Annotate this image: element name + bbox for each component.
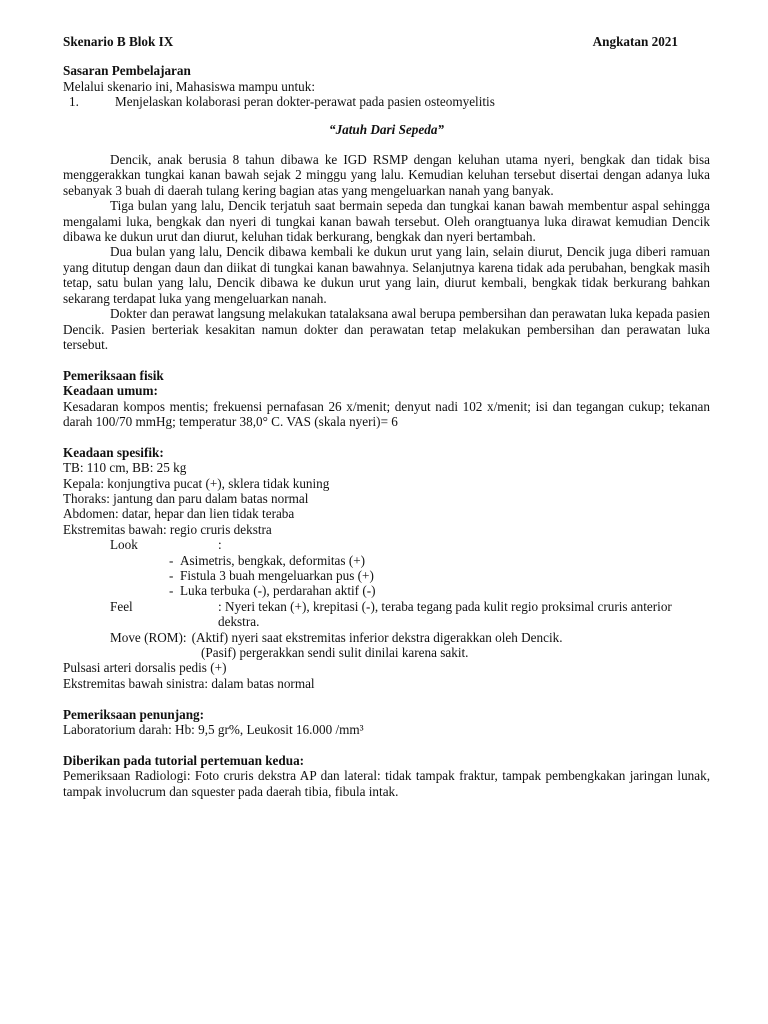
objectives-heading: Sasaran Pembelajaran (63, 63, 191, 79)
supporting-exam-section (63, 707, 710, 738)
story-paragraph: Dokter dan perawat langsung melakukan tatalaksana awal berupa pembersihan dan perawatan luka kepada pasien Dencik. Pasien berteriak kesakitan namun dokter dan perawatan tetap melakukan pembersihan dan perawatan luka tersebut. (63, 306, 710, 352)
page-header (63, 34, 678, 49)
after-line: Ekstremitas bawah sinistra: dalam batas normal (63, 675, 315, 691)
move-row (63, 630, 710, 645)
learning-objectives (63, 63, 710, 109)
specific-line: Abdomen: datar, hepar dan lien tidak teraba (63, 506, 295, 522)
scenario-title: “Jatuh Dari Sepeda” (328, 121, 445, 137)
story-paragraph: Tiga bulan yang lalu, Dencik terjatuh saat bermain sepeda dan tungkai kanan bawah membentur aspal sehingga mengalami luka, bengkak dan nyeri di tungkai kanan bawah tersebut. Oleh orangtuanya luka dirawat kemudian Dencik dibawa ke dukun urut dan diurut, keluhan tidak berkurang, bengkak dan nyeri bertambah. (63, 198, 710, 245)
specific-line: TB: 110 cm, BB: 25 kg (63, 460, 187, 476)
after-line: Pulsasi arteri dorsalis pedis (+) (63, 660, 227, 676)
specific-line: Ekstremitas bawah: regio cruris dekstra (63, 521, 272, 537)
physical-exam-section (63, 368, 710, 692)
move-passive: (Pasif) pergerakkan sendi sulit dinilai karena sakit. (201, 645, 469, 660)
objective-item (63, 94, 710, 109)
look-item: - Asimetris, bengkak, deformitas (+) (63, 553, 710, 568)
objectives-intro: Melalui skenario ini, Mahasiswa mampu untuk: (63, 78, 315, 94)
look-item: - Luka terbuka (-), perdarahan aktif (-) (63, 583, 710, 598)
look-item: - Fistula 3 buah mengeluarkan pus (+) (63, 568, 710, 583)
move-active: (Aktif) nyeri saat ekstremitas inferior dekstra digerakkan oleh Dencik. (191, 629, 563, 645)
general-state-heading: Keadaan umum: (63, 383, 158, 399)
specific-line: Kepala: konjungtiva pucat (+), sklera tidak kuning (63, 475, 330, 491)
look-row (63, 537, 710, 552)
general-state-text: Kesadaran kompos mentis; frekuensi pernafasan 26 x/menit; denyut nadi 102 x/menit; isi dan tegangan cukup; tekanan darah 100/70 mmHg; temperatur 38,0° C. VAS (skala nyeri)= 6 (63, 398, 710, 429)
header-left: Skenario B Blok IX (63, 34, 174, 49)
feel-label: Feel (110, 598, 133, 614)
document-content (63, 34, 710, 799)
header-right: Angkatan 2021 (592, 34, 678, 49)
feel-text: : Nyeri tekan (+), krepitasi (-), teraba tegang pada kulit regio proksimal cruris anterior dekstra. (218, 598, 672, 630)
look-list (63, 553, 710, 599)
story-paragraph: Dua bulan yang lalu, Dencik dibawa kembali ke dukun urut yang lain, selain diurut, Dencik juga diberi ramuan yang ditutup dengan daun dan diikat di tungkai kanan bawahnya. Selanjutnya karena tidak ada perubahan, bengkak masih tetap, satu bulan yang lalu, Dencik dibawa ke dukun urut yang lain, diurut kembali, bengkak tidak berkurang bahkan sekarang terdapat luka yang mengeluarkan nanah. (63, 244, 710, 306)
objective-text: Menjelaskan kolaborasi peran dokter-perawat pada pasien osteomyelitis (115, 94, 495, 110)
supporting-exam-heading: Pemeriksaan penunjang: (63, 706, 205, 722)
scenario-story (63, 152, 710, 352)
look-label: Look (110, 537, 138, 553)
specific-line: Thoraks: jantung dan paru dalam batas normal (63, 490, 309, 506)
tutorial-section (63, 753, 710, 799)
physical-exam-heading: Pemeriksaan fisik (63, 367, 164, 383)
look-colon: : (218, 537, 222, 553)
move-label: Move (ROM): (110, 629, 187, 645)
tutorial-heading: Diberikan pada tutorial pertemuan kedua: (63, 752, 305, 768)
story-paragraph: Dencik, anak berusia 8 tahun dibawa ke IGD RSMP dengan keluhan utama nyeri, bengkak dan tidak bisa menggerakkan tungkai kanan bawah sejak 2 minggu yang lalu. Kemudian keluhan tersebut disertai dengan adanya luka sebanyak 3 buah di daerah tulang kering bagian atas yang mengeluarkan nanah yang banyak. (63, 152, 710, 198)
tutorial-text: Pemeriksaan Radiologi: Foto cruris dekstra AP dan lateral: tidak tampak fraktur, tampak pembengkakan jaringan lunak, tampak involucrum dan squester pada daerah tibia, fibula intak. (63, 768, 710, 799)
supporting-exam-text: Laboratorium darah: Hb: 9,5 gr%, Leukosit 16.000 /mm³ (63, 722, 364, 738)
specific-state-heading: Keadaan spesifik: (63, 444, 164, 460)
feel-row (63, 599, 710, 630)
objective-number: 1. (69, 94, 79, 110)
